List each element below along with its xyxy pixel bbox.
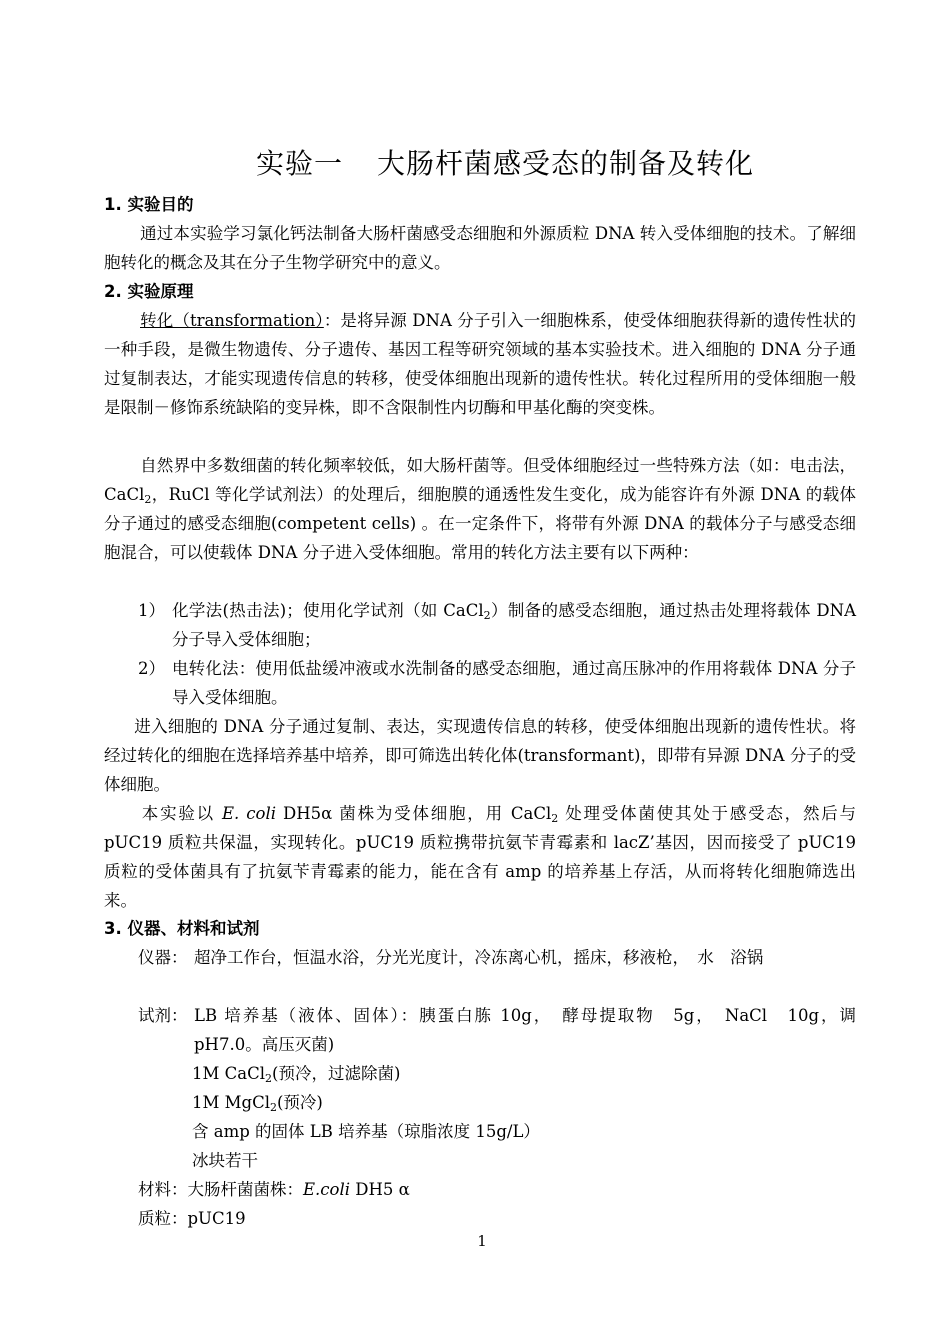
- reagents-item: 试剂： LB 培养基（液体、固体）：胰蛋白胨 10g， 酵母提取物 5g， NaCl 10g，调 pH7.0。高压灭菌): [138, 1006, 856, 1054]
- page-title: [0, 142, 950, 182]
- section-2-paragraph-4: 本实验以 E. coli DH5α 菌株为受体细胞，用 CaCl$_2$ 处理受体菌使其处于感受态，然后与 pUC19 质粒共保温，实现转化。pUC19 质粒携带抗氨苄青霉素和 lacZ’基因，因而接受了 pUC19 质粒的受体菌具有了抗氨苄青霉素的能力，能在含有 amp 的培养基上存活，从而将转化细胞筛选出来。: [104, 804, 857, 910]
- reagent-cacl2: 1M CaCl$_2$(预冷，过滤除菌): [192, 1064, 401, 1085]
- reagent-amp-lb: 含 amp 的固体 LB 培养基（琼脂浓度 15g/L）: [192, 1122, 540, 1141]
- list-item-1: 1） 化学法(热击法)；使用化学试剂（如 CaCl$_2$）制备的感受态细胞，通过热击处理将载体 DNA 分子导入受体细胞；: [138, 601, 857, 649]
- reagent-mgcl2: 1M MgCl$_2$(预冷): [192, 1093, 323, 1114]
- section-2-paragraph-2: 自然界中多数细菌的转化频率较低，如大肠杆菌等。但受体细胞经过一些特殊方法（如：电击法，CaCl$_2$，RuCl 等化学试剂法）的处理后，细胞膜的通透性发生变化，成为能容许有外源 DNA 的载体分子通过的感受态细胞(competent cells) 。在一定条件下，将带有外源 DNA 的载体分子与感受态细胞混合，可以使载体 DNA 分子进入受体细胞。常用的转化方法主要有以下两种：: [104, 456, 856, 562]
- section-heading-2: 2. 实验原理: [104, 282, 194, 301]
- section-2-paragraph-1: 转化（transformation）：是将异源 DNA 分子引入一细胞株系，使受体细胞获得新的遗传性状的一种手段，是微生物遗传、分子遗传、基因工程等研究领域的基本实验技术。进入细胞的 DNA 分子通过复制表达，才能实现遗传信息的转移，使受体细胞出现新的遗传性状。转化过程所用的受体细胞一般是限制－修饰系统缺陷的变异株，即不含限制性内切酶和甲基化酶的突变株。: [104, 311, 856, 417]
- title-part1: 实验一: [255, 147, 343, 180]
- section-1-paragraph: 通过本实验学习氯化钙法制备大肠杆菌感受态细胞和外源质粒 DNA 转入受体细胞的技术。了解细胞转化的概念及其在分子生物学研究中的意义。: [104, 224, 856, 272]
- title-part2: 大肠杆菌感受态的制备及转化: [377, 147, 755, 180]
- materials-line: 材料：大肠杆菌菌株：E.coli DH5 α: [138, 1180, 410, 1199]
- list-item-2: 2） 电转化法：使用低盐缓冲液或水洗制备的感受态细胞，通过高压脉冲的作用将载体 DNA 分子导入受体细胞。: [138, 659, 856, 707]
- plasmid-line: 质粒：pUC19: [138, 1209, 246, 1228]
- section-heading-1: 1. 实验目的: [104, 195, 194, 214]
- reagent-ice: 冰块若干: [192, 1151, 258, 1170]
- page-number: 1: [477, 1232, 487, 1250]
- section-heading-3: 3. 仪器、材料和试剂: [104, 919, 260, 938]
- section-2-paragraph-3: 进入细胞的 DNA 分子通过复制、表达，实现遗传信息的转移，使受体细胞出现新的遗传性状。将经过转化的细胞在选择培养基中培养，即可筛选出转化体(transformant)，即带有异源 DNA 分子的受体细胞。: [104, 717, 856, 794]
- instruments-item: 仪器： 超净工作台，恒温水浴，分光光度计，冷冻离心机，摇床，移液枪， 水 浴锅: [138, 948, 764, 967]
- transformation-term: 转化（transformation）: [140, 311, 324, 330]
